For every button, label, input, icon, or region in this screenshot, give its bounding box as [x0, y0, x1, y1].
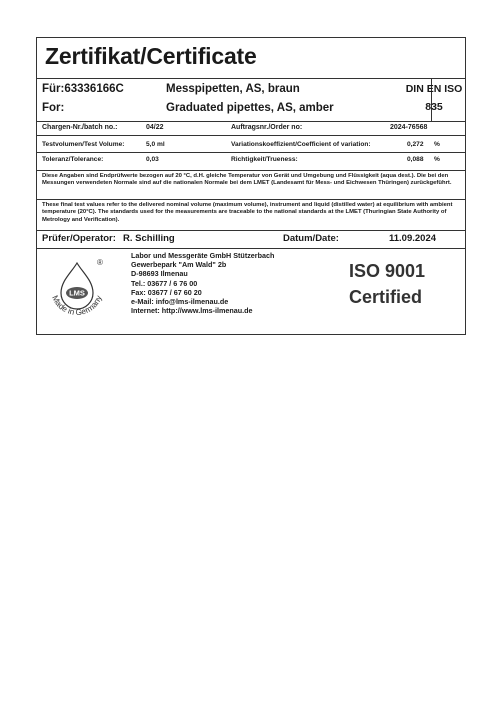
signature-row	[37, 231, 465, 249]
address-line: D-98693 Ilmenau	[131, 269, 188, 279]
order-label: Auftragsnr./Order no:	[231, 124, 303, 131]
product-name-english: Graduated pipettes, AS, amber	[166, 102, 334, 114]
product-section	[37, 79, 465, 122]
variation-value: 0,272	[407, 141, 424, 148]
lms-logo-icon	[41, 255, 113, 327]
product-number-label: Für:63336166C	[42, 83, 124, 95]
website-line: Internet: http://www.lms-ilmenau.de	[131, 306, 253, 316]
standard-line-1: DIN EN ISO	[405, 83, 463, 95]
tolerance-value: 0,03	[146, 156, 159, 163]
date-value: 11.09.2024	[389, 233, 437, 244]
iso-certification-subtitle: Certified	[349, 287, 423, 307]
note-english: These final test values refer to the delivered nominal volume (maximum volume), instrument and liquid (distilled water) at equilibrium with ambient temperature (20°C). The standards used for the measurements are traceable to the national standards at the LMET (Thuringian State Authority of Metrology and Verification).	[37, 200, 465, 231]
order-value: 2024-76568	[390, 124, 428, 131]
trueness-label: Richtigkeit/Trueness:	[231, 156, 298, 163]
variation-label: Variationskoeffizient/Coefficient of variation:	[231, 141, 371, 148]
parameters-section	[37, 136, 465, 171]
footer-section	[37, 249, 465, 333]
note-german: Diese Angaben sind Endprüfwerte bezogen auf 20 °C, d.H. gleiche Temperatur von Gerät und Umgebung und Flüssigkeit (aqua dest.). Die bei den Messungen verwendeten Normale sind auf die nationalen Normale bei dem LMET (Landesamt für Mess- und Eichwesen Thüringen) zurückgeführt.	[37, 171, 465, 200]
for-label: For:	[42, 102, 65, 114]
phone-line: Tel.: 03677 / 6 76 00	[131, 278, 198, 288]
trueness-value: 0,088	[407, 156, 424, 163]
params-divider	[37, 152, 465, 153]
company-address	[131, 251, 274, 315]
operator-value: R. Schilling	[123, 233, 175, 244]
certificate-title: Zertifikat/Certificate	[45, 43, 257, 69]
trueness-unit: %	[434, 156, 440, 163]
batch-value: 04/22	[146, 124, 164, 131]
fax-line: Fax: 03677 / 67 60 20	[131, 287, 202, 297]
test-volume-label: Testvolumen/Test Volume:	[42, 141, 125, 148]
address-line: Gewerbepark "Am Wald" 2b	[131, 260, 227, 270]
batch-row	[37, 122, 465, 136]
svg-text:LMS: LMS	[69, 288, 85, 298]
operator-label: Prüfer/Operator:	[42, 233, 116, 244]
test-volume-value: 5,0 ml	[146, 141, 165, 148]
date-label: Datum/Date:	[283, 233, 339, 244]
title-row	[37, 38, 465, 79]
standard-line-2: 835	[425, 101, 443, 113]
email-line: e-Mail: info@lms-ilmenau.de	[131, 297, 229, 307]
address-line: Labor und Messgeräte GmbH Stützerbach	[131, 251, 275, 260]
svg-text:Made in Germany: Made in Germany	[50, 293, 104, 318]
svg-text:®: ®	[97, 258, 103, 267]
variation-unit: %	[434, 141, 440, 148]
certificate-frame	[36, 37, 466, 335]
batch-label: Chargen-Nr./batch no.:	[42, 124, 118, 131]
iso-certification-title: ISO 9001	[349, 261, 426, 281]
product-name-german: Messpipetten, AS, braun	[166, 83, 300, 95]
tolerance-label: Toleranz/Tolerance:	[42, 156, 104, 163]
